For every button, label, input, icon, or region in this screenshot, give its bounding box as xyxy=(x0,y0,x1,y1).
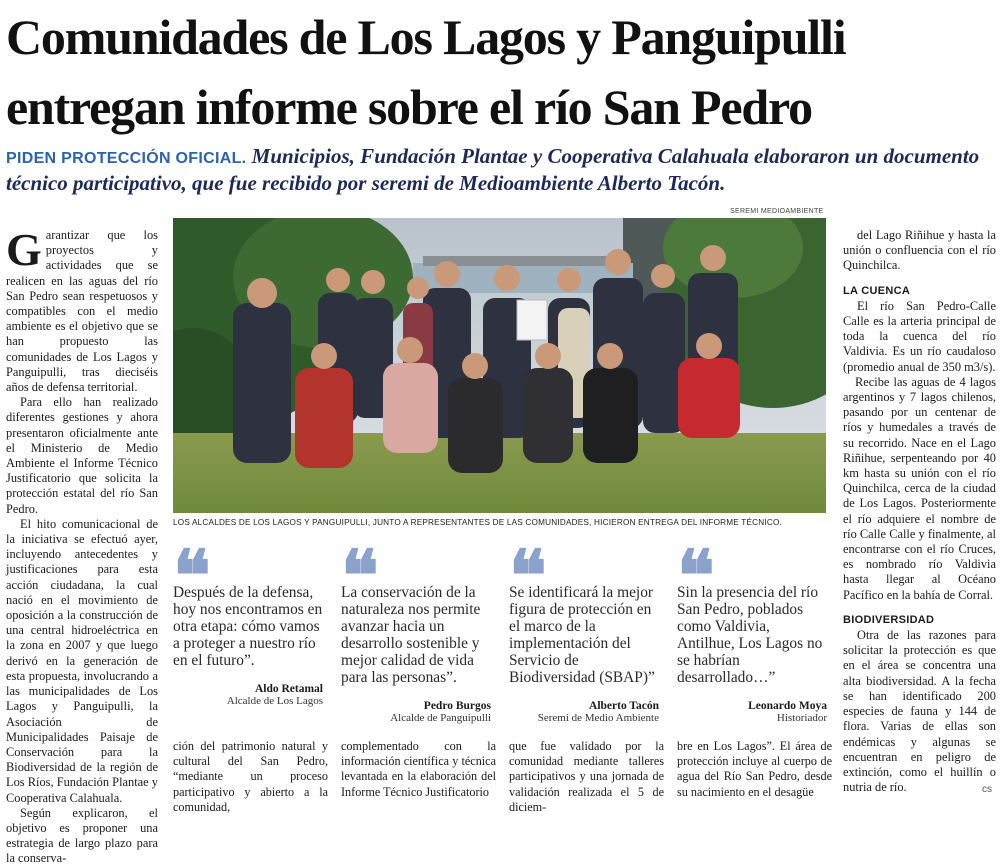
quote-mark-icon: ❝ xyxy=(341,539,375,616)
quote-mark-icon: ❝ xyxy=(509,539,543,616)
headline: Comunidades de Los Lagos y Panguipulli entregan informe sobre el río San Pedro xyxy=(6,9,846,135)
quote-author: Aldo Retamal xyxy=(254,683,323,695)
quote-role: Alcalde de Panguipulli xyxy=(390,712,491,724)
quote-2 xyxy=(341,539,491,724)
body-paragraph-4: Según explicaron, el objetivo es proponer una estrategia de largo plazo para la conserva- xyxy=(6,805,158,866)
body-continuation-2: complementado con la información científica y técnica levantada en la elaboración del Informe Técnico Justificatorio xyxy=(341,739,496,799)
quote-4 xyxy=(677,539,827,724)
quote-text: Después de la defensa, hoy nos encontramos en otra etapa: cómo vamos a proteger a nuestro río en el futuro”. xyxy=(173,584,323,669)
body-paragraph-3: El hito comunicacional de la iniciativa se efectuó ayer, incluyendo antecedentes y justificaciones para esta acción ciudadana, la cual nació en el movimiento de oposición a la construcción de una central hidroeléctrica en la zona en 2007 y que luego derivó en la generación de esta propuesta, involucrando a las municipalidades de Los Lagos y Panguipulli, la Asociación de Municipalidades Paisaje de Conservación para la Biodiversidad de la región de Los Ríos, Fundación Plantae y Cooperativa Calahuala. xyxy=(6,516,158,805)
quote-mark-icon: ❝ xyxy=(677,539,711,616)
end-mark: cs xyxy=(982,784,992,795)
quote-author: Pedro Burgos xyxy=(423,700,491,712)
subhead-biodiversidad: BIODIVERSIDAD xyxy=(843,613,935,626)
dropcap: G xyxy=(6,224,42,275)
quote-author: Leonardo Moya xyxy=(748,700,827,712)
photo-caption: LOS ALCALDES DE LOS LAGOS Y PANGUIPULLI, JUNTO A REPRESENTANTES DE LAS COMUNIDADES, HICIERON ENTREGA DEL INFORME TÉCNICO. xyxy=(173,518,782,527)
quote-3 xyxy=(509,539,659,724)
quote-mark-icon: ❝ xyxy=(173,539,207,616)
body-column-left xyxy=(6,224,158,867)
deck-text: Municipios, Fundación Plantae y Cooperativa Calahuala elaboraron un documento técnico participativo, que fue recibido por seremi de Medioambiente Alberto Tacón. xyxy=(6,144,980,195)
quote-text: Sin la presencia del río San Pedro, poblados como Valdivia, Antilhue, Los Lagos no se habrían desarrollado…” xyxy=(677,584,823,686)
deck xyxy=(6,144,996,196)
body-continuation-1: ción del patrimonio natural y cultural del San Pedro, “mediante un proceso participativo y abierto a la comunidad, xyxy=(173,739,328,814)
quote-role: Seremi de Medio Ambiente xyxy=(537,712,659,724)
sidebar-intro: del Lago Riñihue y hasta la unión o confluencia con el río Quinchilca. xyxy=(843,228,996,273)
quote-1 xyxy=(173,539,323,707)
group-photo xyxy=(173,218,826,513)
quote-text: La conservación de la naturaleza nos permite avanzar hacia un desarrollo sostenible y mejor calidad de vida para las personas”. xyxy=(341,584,481,686)
photo-credit: SEREMI MEDIOAMBIENTE xyxy=(730,208,824,215)
quote-role: Alcalde de Los Lagos xyxy=(226,695,323,707)
sidebar-paragraph-3: Otra de las razones para solicitar la protección es que en el área se concentra una alta biodiversidad. A la fecha se han identificado 200 especies de fauna y 144 de flora. Varias de ellas son endémicas y algunas se encuentran en peligro de extinción, como el huillín o nutria de río. xyxy=(843,628,996,795)
sidebar-paragraph-1: El río San Pedro-Calle Calle es la arteria principal de toda la cuenca del río Valdivia. Es un río caudaloso (promedio anual de 350 m3/s). xyxy=(843,298,996,374)
body-continuation-4: bre en Los Lagos”. El área de protección incluye al cuerpo de agua del Río San Pedro, desde su nacimiento en el desagüe xyxy=(677,739,832,799)
body-continuation-3: que fue validado por la comunidad mediante talleres participativos y una jornada de validación realizada el 5 de diciem- xyxy=(509,739,664,814)
quote-role: Historiador xyxy=(776,712,827,724)
deck-kicker: PIDEN PROTECCIÓN OFICIAL. xyxy=(6,150,247,167)
sidebar-paragraph-2: Recibe las aguas de 4 lagos argentinos y 7 lagos chilenos, pasando por un centenar de ríos y humedales a través de su recorrido. Nace en el Lago Riñihue, serpenteando por 40 km hasta su unión con el río Quinchilca, cerca de la ciudad de Los Lagos. Posteriormente el río adquiere el nombre de río Calle Calle y finalmente, al encontrarse con el río Cruces, es nombrado río Valdivia hasta llegar al Océano Pacífico en la bahía de Corral. xyxy=(843,374,996,602)
body-paragraph-2: Para ello han realizado diferentes gestiones y ahora presentaron oficialmente ante el Ministerio de Medio Ambiente el Informe Técnico Justificatorio que solicita la protección estatal del río San Pedro. xyxy=(6,395,158,516)
subhead-cuenca: LA CUENCA xyxy=(843,284,911,297)
quote-text: Se identificará la mejor figura de protección en el marco de la implementación del Servicio de Biodiversidad (SBAP)” xyxy=(509,584,655,686)
quote-author: Alberto Tacón xyxy=(589,700,659,712)
body-column-right xyxy=(843,228,996,795)
body-paragraph-1: arantizar que los proyectos y actividades que se realicen en las aguas del río San Pedro sean respetuosos y compatibles con el medio ambiente es el objetivo que se han propuesto las comunidades de Los Lagos y Panguipulli, tras dieciséis años de defensa territorial. xyxy=(6,228,158,395)
